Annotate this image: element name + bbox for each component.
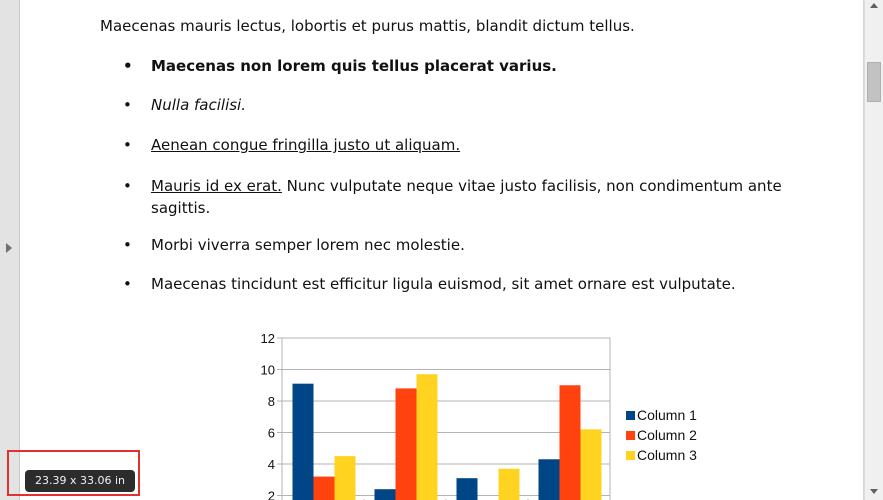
y-tick-label: 10 <box>260 362 275 378</box>
y-tick-label: 4 <box>267 457 275 472</box>
bar <box>581 429 602 500</box>
sidebar-expand-icon[interactable] <box>6 243 12 253</box>
list-item-text: Aenean congue fringilla justo ut aliquam. <box>151 136 461 154</box>
bar <box>293 384 314 500</box>
bar <box>560 385 581 500</box>
list-item-text: Nulla facilisi. <box>151 96 246 114</box>
bar <box>314 477 335 500</box>
list-item-text-continued: sagittis. <box>151 199 211 217</box>
embedded-bar-chart[interactable] <box>230 330 710 500</box>
list-item <box>123 134 811 156</box>
y-tick-label: 2 <box>267 488 275 500</box>
bullet-glyph: • <box>123 136 132 154</box>
list-item <box>123 175 811 219</box>
y-tick-label: 6 <box>267 425 275 441</box>
bullet-glyph: • <box>123 57 133 75</box>
chevron-up-icon[interactable] <box>870 3 878 8</box>
bar <box>396 388 417 500</box>
list-item <box>123 55 811 77</box>
list-item-text: Morbi viverra semper lorem nec molestie. <box>151 236 465 254</box>
bar <box>457 478 478 500</box>
bullet-glyph: • <box>123 177 132 195</box>
page-size-tooltip: 23.39 x 33.06 in <box>25 470 135 492</box>
legend-swatch <box>626 431 635 440</box>
legend-label: Column 2 <box>637 427 697 443</box>
legend-label: Column 1 <box>637 407 697 423</box>
list-item <box>123 234 811 256</box>
document-page[interactable] <box>20 0 863 500</box>
bar <box>539 459 560 500</box>
chevron-down-icon[interactable] <box>870 489 878 494</box>
y-tick-label: 12 <box>260 331 275 346</box>
bar <box>335 456 356 500</box>
intro-paragraph: Maecenas mauris lectus, lobortis et purus mattis, blandit dictum tellus. <box>100 17 635 35</box>
legend-swatch <box>626 411 635 420</box>
y-tick-label: 8 <box>267 394 275 409</box>
list-item-text: Nunc vulputate neque vitae justo facilisis, non condimentum ante <box>281 177 782 195</box>
highlight-box <box>7 450 140 496</box>
bullet-glyph: • <box>123 275 132 293</box>
bullet-glyph: • <box>123 236 132 254</box>
bar <box>499 469 520 500</box>
legend-label: Column 3 <box>637 447 697 463</box>
bullet-glyph: • <box>123 96 132 114</box>
left-sidebar-gutter <box>0 0 20 500</box>
scrollbar-thumb[interactable] <box>867 62 881 102</box>
list-item-text: Maecenas tincidunt est efficitur ligula euismod, sit amet ornare est vulputate. <box>151 275 736 293</box>
bar <box>417 374 438 500</box>
list-item-link[interactable]: Mauris id ex erat. <box>151 177 282 195</box>
bar <box>375 489 396 500</box>
list-item <box>123 94 811 116</box>
legend-swatch <box>626 451 635 460</box>
list-item <box>123 273 811 295</box>
vertical-scrollbar[interactable] <box>864 0 883 500</box>
list-item-text: Maecenas non lorem quis tellus placerat varius. <box>151 57 557 75</box>
